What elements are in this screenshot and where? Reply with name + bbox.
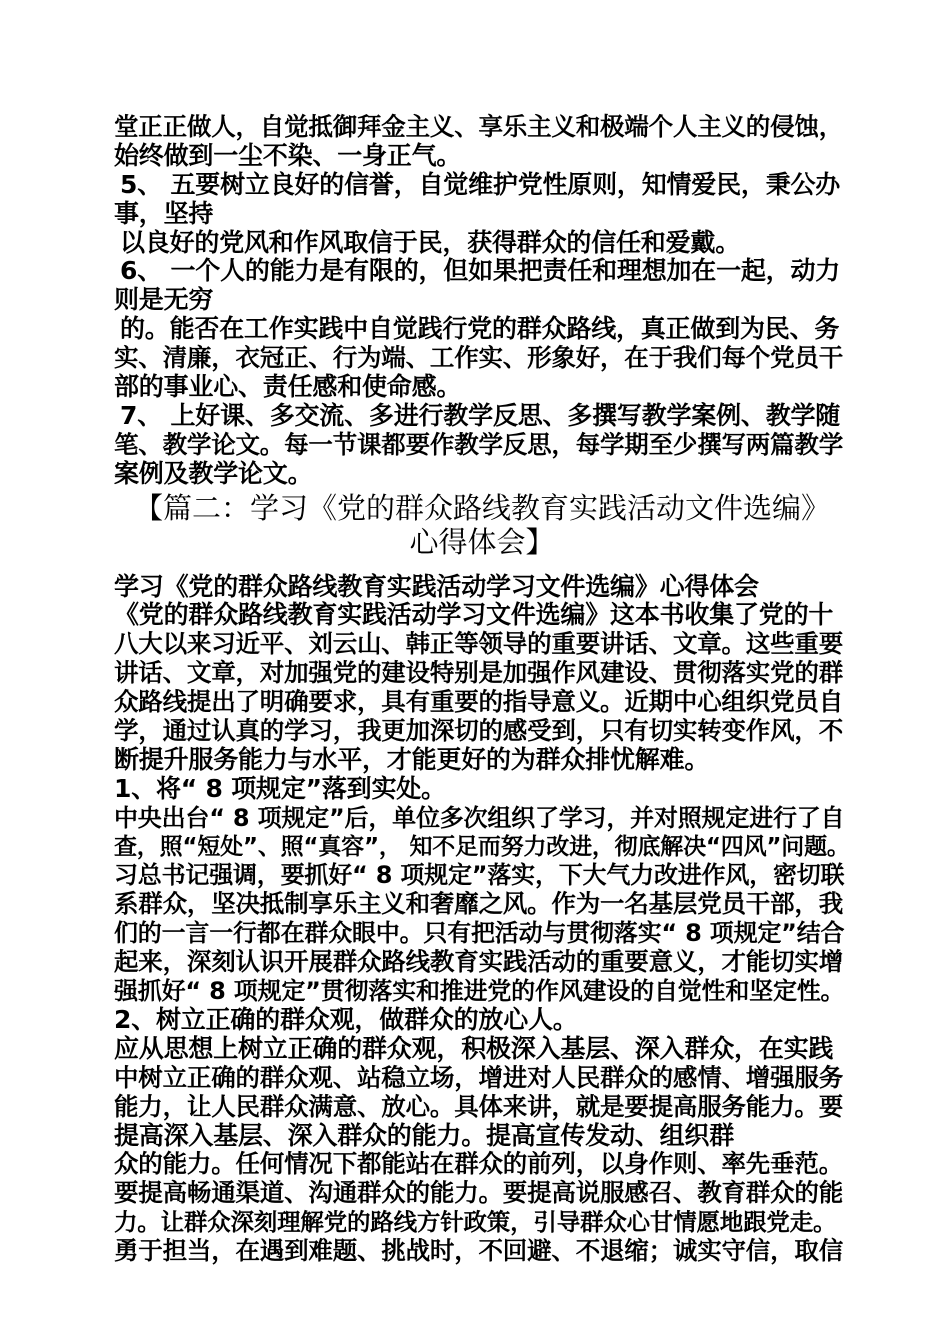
text-line: 查，照“短处”、照“真容”， 知不足而努力改进，彻底解决“四风”问题。 — [114, 833, 850, 860]
text-line: 应从思想上树立正确的群众观，积极深入基层、深入群众，在实践 — [114, 1033, 834, 1063]
text-line: 5、 五要树立良好的信誉，自觉维护党性原则，知情爱民，秉公办 — [120, 169, 841, 199]
text-line: 学，通过认真的学习，我更加深切的感受到，只有切实转变作风，不 — [114, 716, 843, 746]
text-line: 众的能力。任何情况下都能站在群众的前列，以身作则、率先垂范。 — [114, 1149, 843, 1179]
text-line: 强抓好“ 8 项规定”贯彻落实和推进党的作风建设的自觉性和坚定性。 — [114, 977, 845, 1006]
text-line: 则是无穷 — [114, 285, 214, 315]
text-line: 断提升服务能力与水平，才能更好的为群众排忧解难。 — [114, 744, 710, 774]
text-line: 们的一言一行都在群众眼中。只有把活动与贯彻落实“ 8 项规定”结合 — [114, 919, 845, 948]
document-page — [114, 113, 850, 1266]
heading-line-1: 【篇二：学习《党的群众路线教育实践活动文件选编》 — [133, 490, 830, 525]
text-line: 力。让群众深刻理解党的路线方针政策，引导群众心甘情愿地跟党走。 — [114, 1208, 837, 1237]
text-line: 2、树立正确的群众观，做群众的放心人。 — [114, 1004, 578, 1034]
text-line: 八大以来习近平、刘云山、韩正等领导的重要讲话、文章。这些重要 — [114, 629, 843, 659]
text-line: 实、清廉，衣冠正、行为端、工作实、形象好，在于我们每个党员干 — [114, 343, 843, 373]
text-line: 起来，深刻认识开展群众路线教育实践活动的重要意义，才能切实增 — [114, 947, 843, 977]
text-line: 事，坚持 — [114, 198, 214, 228]
spacer — [114, 559, 850, 573]
text-line: 众路线提出了明确要求，具有重要的指导意义。近期中心组织党员自 — [114, 687, 843, 717]
text-line: 讲话、文章，对加强党的建设特别是加强作风建设、贯彻落实党的群 — [114, 658, 843, 688]
section-heading — [114, 491, 850, 559]
text-line: 勇于担当，在遇到难题、挑战时，不回避、不退缩；诚实守信，取信 — [114, 1236, 843, 1266]
body-text-part-2 — [114, 573, 850, 1266]
text-line: 部的事业心、责任感和使命感。 — [114, 372, 462, 402]
text-line: 要提高畅通渠道、沟通群众的能力。要提高说服感召、教育群众的能 — [114, 1178, 843, 1208]
text-line: 习总书记强调，要抓好“ 8 项规定”落实，下大气力改进作风，密切联 — [114, 861, 845, 890]
text-line: 案例及教学论文。 — [114, 458, 313, 488]
text-line: 《党的群众路线教育实践活动学习文件选编》这本书收集了党的十 — [114, 600, 834, 630]
text-line: 能力，让人民群众满意、放心。具体来讲，就是要提高服务能力。要 — [114, 1091, 843, 1121]
text-line: 始终做到一尘不染、一身正气。 — [114, 140, 462, 170]
text-line: 堂正正做人，自觉抵御拜金主义、享乐主义和极端个人主义的侵蚀， — [114, 112, 843, 141]
text-line: 1、将“ 8 项规定”落到实处。 — [114, 773, 446, 803]
body-text-part-1 — [114, 113, 850, 489]
text-line: 笔、教学论文。每一节课都要作教学反思，每学期至少撰写两篇教学 — [114, 429, 843, 459]
text-line: 7、 上好课、多交流、多进行教学反思、多撰写教学案例、教学随 — [120, 400, 841, 430]
heading-line-2: 心得体会】 — [409, 524, 555, 559]
text-line: 6、 一个人的能力是有限的，但如果把责任和理想加在一起，动力 — [120, 256, 841, 286]
text-line: 的。能否在工作实践中自觉践行党的群众路线，真正做到为民、务 — [120, 314, 840, 344]
text-line: 中央出台“ 8 项规定”后，单位多次组织了学习，并对照规定进行了自 — [114, 803, 845, 832]
text-line: 提高深入基层、深入群众的能力。提高宣传发动、组织群 — [114, 1120, 735, 1150]
text-line: 中树立正确的群众观、站稳立场，增进对人民群众的感情、增强服务 — [114, 1062, 843, 1092]
text-line: 学习《党的群众路线教育实践活动学习文件选编》心得体会 — [114, 571, 759, 601]
text-line: 以良好的党风和作风取信于民，获得群众的信任和爱戴。 — [120, 227, 741, 257]
text-line: 系群众，坚决抵制享乐主义和奢靡之风。作为一名基层党员干部，我 — [114, 889, 843, 919]
